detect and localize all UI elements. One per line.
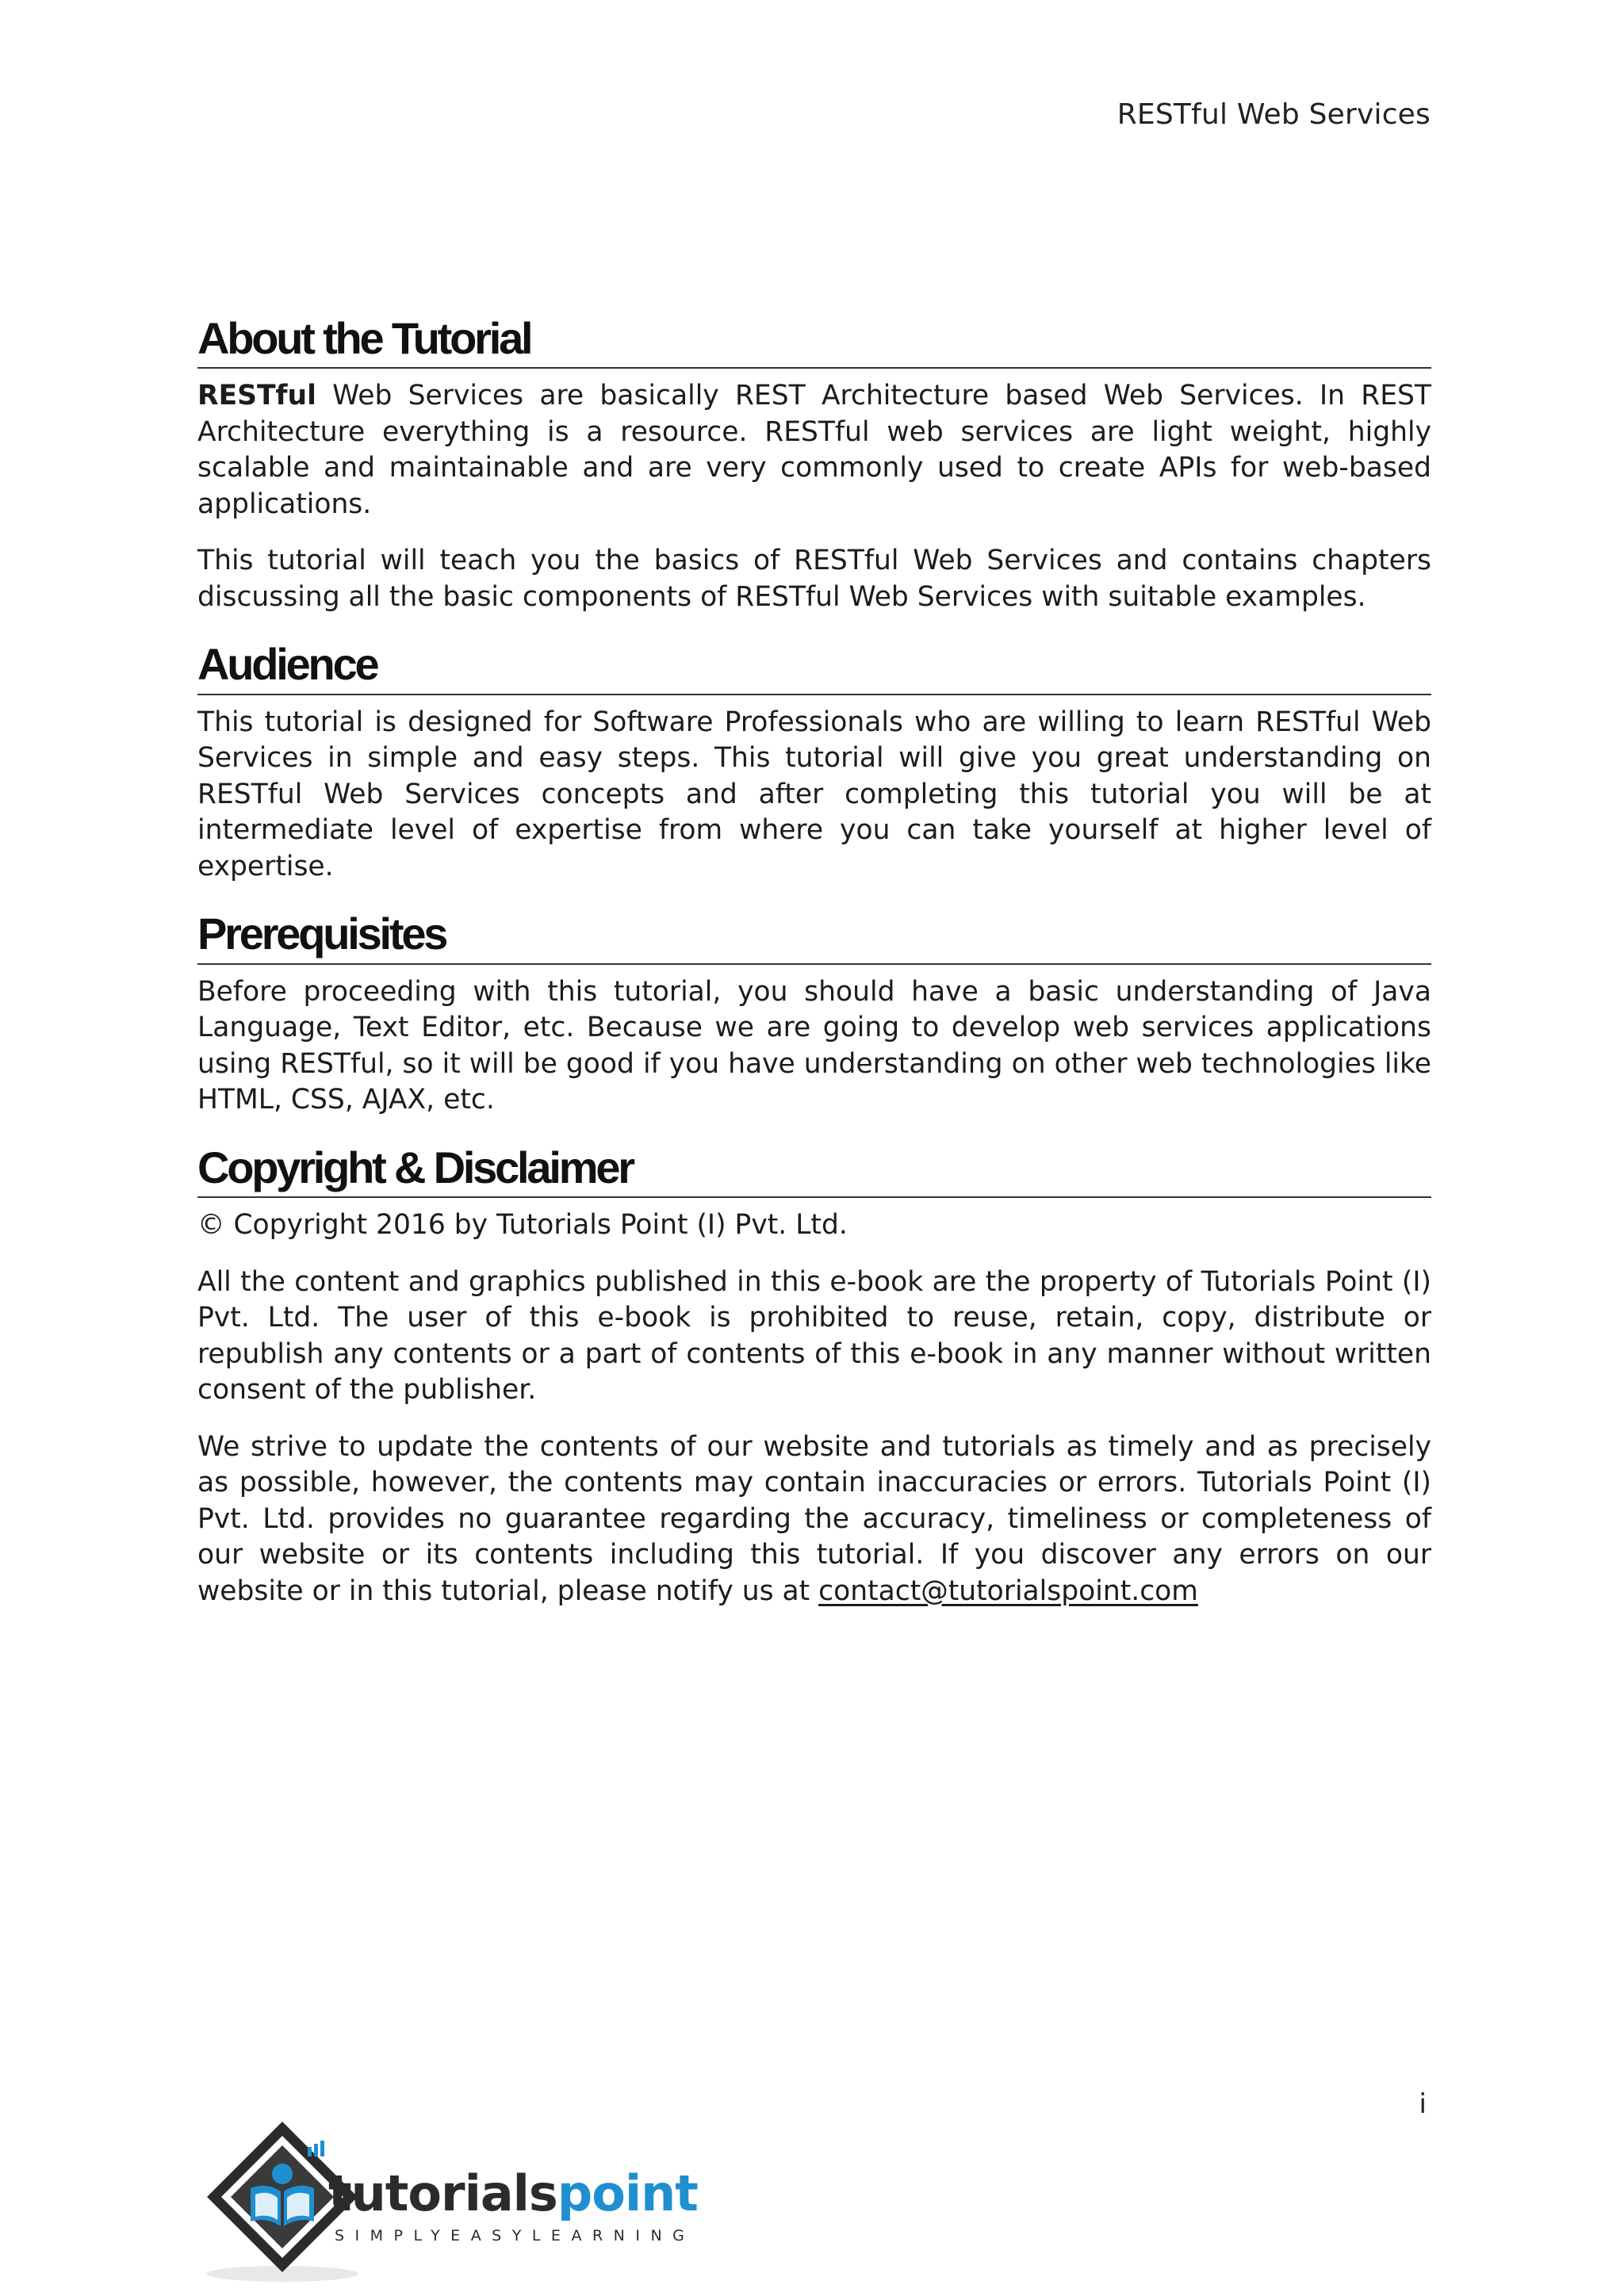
section-title-prerequisites: Prerequisites [197,909,1431,964]
section-about [197,313,1431,615]
contact-email-link[interactable]: contact@tutorialspoint.com [818,1575,1198,1607]
copyright-paragraph-2 [197,1429,1431,1610]
about-paragraph-1-text: Web Services are basically REST Architecture based Web Services. In REST Architecture everything is a resource. RESTful web services are light weight, highly scalable and maintainable and are very commonly used to create APIs for web-based applications. [197,380,1431,520]
section-title-audience: Audience [197,639,1431,695]
about-paragraph-1 [197,378,1431,522]
copyright-notice: © Copyright 2016 by Tutorials Point (I) Pvt. Ltd. [197,1209,848,1242]
section-audience [197,639,1431,885]
page-number: i [1419,2088,1427,2120]
prerequisites-paragraph-1: Before proceeding with this tutorial, you should have a basic understanding of Java Language, Text Editor, etc. Because we are going to develop web services applications using RESTful, so it will be good if you have understanding on other web technologies like HTML, CSS, AJAX, etc. [197,975,1431,1116]
document-body [197,313,1431,1609]
section-copyright [197,1142,1431,1609]
about-paragraph-2: This tutorial will teach you the basics of RESTful Web Services and contains chapters discussing all the basic components of RESTful Web Services with suitable examples. [197,545,1431,613]
logo-signal-bars [308,2141,324,2156]
tutorialspoint-logo [195,2115,718,2286]
section-title-about: About the Tutorial [197,313,1431,369]
running-header: RESTful Web Services [1116,98,1431,131]
logo-tagline: SIMPLYEASYLEARNING [335,2227,695,2244]
copyright-paragraph-1: All the content and graphics published in this e-book are the property of Tutorials Point (I) Pvt. Ltd. The user of this e-book is prohibited to reuse, retain, copy, distribute or republish any contents or a part of contents of this e-book in any manner without written consent of the publisher. [197,1265,1431,1406]
logo-wordmark: tutorialspoint [328,2164,698,2222]
about-lead-term: RESTful [197,380,316,412]
audience-paragraph-1: This tutorial is designed for Software Professionals who are willing to learn RESTful Web Services in simple and easy steps. This tutorial will give you great understanding on RESTful Web Services concepts and after completing this tutorial you will be at intermediate level of expertise from where you can take yourself at higher level of expertise. [197,706,1431,882]
section-title-copyright: Copyright & Disclaimer [197,1142,1431,1198]
copyright-paragraph-2-text: We strive to update the contents of our website and tutorials as timely and as precisely as possible, however, the contents may contain inaccuracies or errors. Tutorials Point (I) Pvt. Ltd. provides no guarantee regarding the accuracy, timeliness or completeness of our website or its contents including this tutorial. If you discover any errors on our website or in this tutorial, please notify us at [197,1430,1431,1607]
section-prerequisites [197,909,1431,1118]
